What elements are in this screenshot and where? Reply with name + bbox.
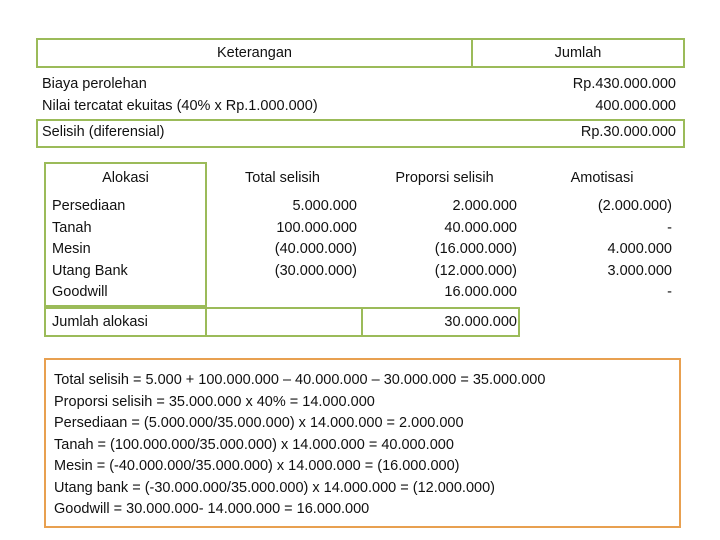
alloc-total-divider-1 xyxy=(205,307,207,337)
amotisasi-goodwill: - xyxy=(667,284,672,301)
total-selisih-persediaan: 5.000.000 xyxy=(292,198,357,214)
total-selisih-mesin: (40.000.000) xyxy=(274,241,357,258)
total-selisih-column xyxy=(275,196,357,282)
proporsi-selisih-column xyxy=(435,196,517,304)
value-jumlah-alokasi: 30.000.000 xyxy=(444,314,517,330)
alloc-total-divider-2 xyxy=(361,307,363,337)
amotisasi-persediaan: (2.000.000) xyxy=(597,198,672,214)
value-selisih: Rp.30.000.000 xyxy=(580,124,676,140)
amotisasi-mesin: 4.000.000 xyxy=(607,241,672,258)
proporsi-goodwill: 16.000.000 xyxy=(444,284,517,301)
item-mesin: Mesin xyxy=(52,241,91,258)
header-keterangan: Keterangan xyxy=(217,45,292,61)
item-persediaan: Persediaan xyxy=(52,198,126,214)
note-total-selisih: Total selisih = 5.000 + 100.000.000 – 40.000.000 – 30.000.000 = 35.000.000 xyxy=(54,372,546,388)
label-selisih: Selisih (diferensial) xyxy=(42,124,165,140)
note-tanah: Tanah = (100.000.000/35.000.000) x 14.000.000 = 40.000.000 xyxy=(54,436,454,453)
header-proporsi-selisih: Proporsi selisih xyxy=(395,170,494,186)
proporsi-tanah: 40.000.000 xyxy=(444,219,517,236)
label-jumlah-alokasi: Jumlah alokasi xyxy=(52,314,148,330)
amotisasi-column xyxy=(598,196,672,304)
header-alokasi: Alokasi xyxy=(102,170,149,186)
proporsi-persediaan: 2.000.000 xyxy=(452,198,517,214)
note-proporsi-selisih: Proporsi selisih = 35.000.000 x 40% = 14.000.000 xyxy=(54,393,375,410)
note-persediaan: Persediaan = (5.000.000/35.000.000) x 14.000.000 = 2.000.000 xyxy=(54,415,464,431)
alloc-item-list xyxy=(52,196,128,304)
value-nilai-tercatat: 400.000.000 xyxy=(595,97,676,114)
item-utang-bank: Utang Bank xyxy=(52,262,128,279)
header-amotisasi: Amotisasi xyxy=(570,170,634,186)
label-nilai-tercatat: Nilai tercatat ekuitas (40% x Rp.1.000.000) xyxy=(42,97,318,114)
top-row1-values xyxy=(573,74,676,117)
proporsi-utang-bank: (12.000.000) xyxy=(434,262,517,279)
proporsi-mesin: (16.000.000) xyxy=(434,241,517,258)
value-biaya-perolehan: Rp.430.000.000 xyxy=(572,76,676,92)
top-row1-labels xyxy=(42,74,318,117)
note-goodwill: Goodwill = 30.000.000- 14.000.000 = 16.000.000 xyxy=(54,501,370,517)
total-selisih-tanah: 100.000.000 xyxy=(276,219,357,236)
item-tanah: Tanah xyxy=(52,219,92,236)
label-biaya-perolehan: Biaya perolehan xyxy=(42,76,147,92)
amotisasi-tanah: - xyxy=(667,219,672,236)
header-total-selisih: Total selisih xyxy=(245,170,320,186)
item-goodwill: Goodwill xyxy=(52,284,108,301)
note-mesin: Mesin = (-40.000.000/35.000.000) x 14.000.000 = (16.000.000) xyxy=(54,458,460,474)
header-jumlah: Jumlah xyxy=(554,45,602,61)
total-selisih-utang-bank: (30.000.000) xyxy=(274,262,357,279)
calculation-notes xyxy=(44,358,681,528)
note-utang-bank: Utang bank = (-30.000.000/35.000.000) x 14.000.000 = (12.000.000) xyxy=(54,479,495,496)
amotisasi-utang-bank: 3.000.000 xyxy=(607,262,672,279)
